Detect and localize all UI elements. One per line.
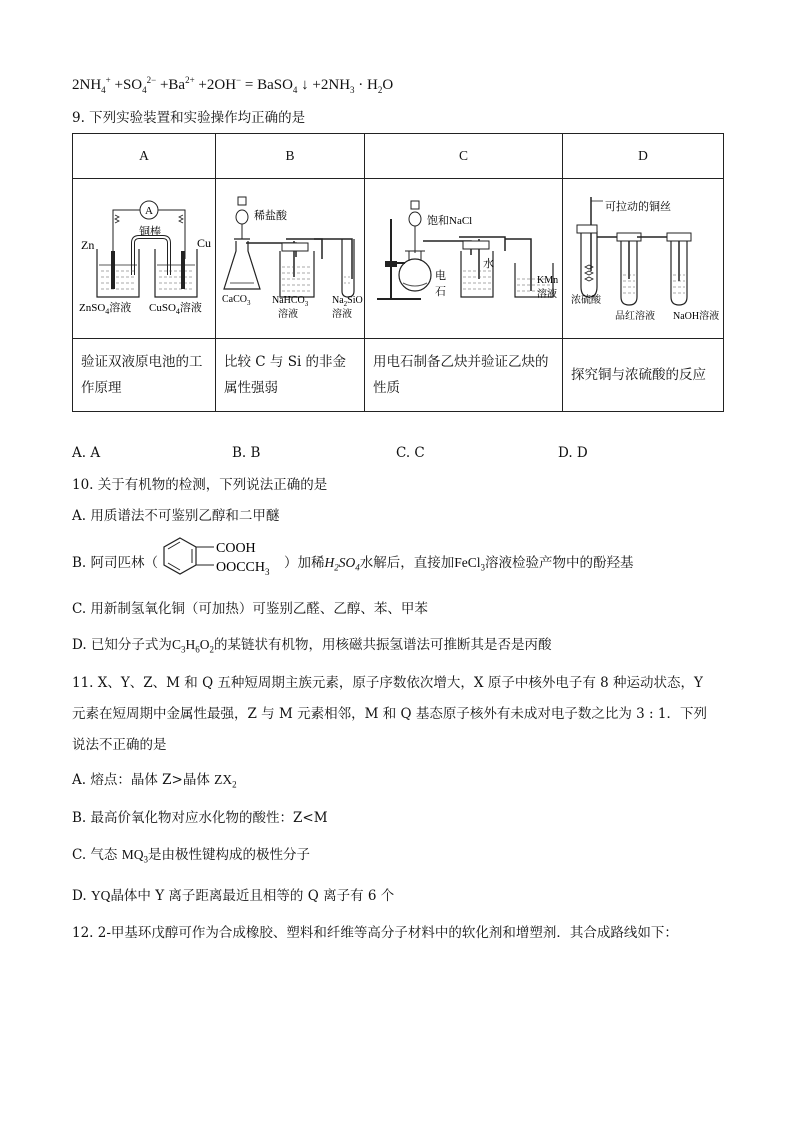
q10-option-c: C. 用新制氢氧化铜（可加热）可鉴别乙醛、乙醇、苯、甲苯 <box>72 601 428 617</box>
q9-option-c: C. C <box>396 445 425 461</box>
svg-text:饱和NaCl: 饱和NaCl <box>427 215 473 227</box>
label-cuso4: CuSO$_4$溶液 <box>149 302 202 316</box>
q11-option-b: B. 最高价氧化物对应水化物的酸性：Z<M <box>72 810 328 826</box>
label-nahco3: NaHCO$_3$ <box>272 295 309 308</box>
svg-text:Zn: Zn <box>81 238 95 252</box>
svg-text:OOCCH3: $OOCCH_3$ <box>216 560 270 577</box>
label-znso4: ZnSO$_4$溶液 <box>79 302 132 316</box>
description-c: 用电石制备乙炔并验证乙炔的性质 <box>365 339 563 412</box>
q9-option-a: A. A <box>72 445 101 461</box>
svg-text:Cu: Cu <box>197 236 212 250</box>
q10-option-b-suffix: ）加稀$H_2SO_4$水解后，直接加FeCl$_3$溶液检验产物中的酚羟基 <box>284 555 634 573</box>
q9-option-b: B. B <box>232 445 261 461</box>
svg-text:溶液: 溶液 <box>278 309 298 320</box>
label-na2sio3: $Na_2SiO$ <box>332 295 363 308</box>
q9-stem: 9. 下列实验装置和实验操作均正确的是 <box>72 110 306 126</box>
q9-option-d: D. D <box>558 445 588 461</box>
label-caco3: CaCO$_3$ <box>222 294 251 307</box>
aspirin-structure <box>158 532 288 588</box>
q10-option-b-prefix: B. 阿司匹林（ <box>72 555 159 571</box>
q11-stem-line3: 说法不正确的是 <box>72 737 167 753</box>
q11-stem-line1: 11. X、Y、Z、M 和 Q 五种短周期主族元素，原子序数依次增大，X 原子中核外电子有 8 种运动状态，Y <box>72 675 703 691</box>
q11-option-d: D. YQ晶体中 Y 离子距离最近且相等的 Q 离子有 6 个 <box>72 888 395 904</box>
svg-text:浓硫酸: 浓硫酸 <box>571 295 601 306</box>
q11-stem-line2: 元素在短周期中金属性最强，Z 与 M 元素相邻，M 和 Q 基态原子核外有未成对电子数之比为 3 : 1．下列 <box>72 706 707 722</box>
q10-stem: 10. 关于有机物的检测，下列说法正确的是 <box>72 477 328 493</box>
description-b: 比较 C 与 Si 的非金属性强弱 <box>216 339 365 412</box>
q9-table <box>72 133 724 412</box>
col-header-a: A <box>73 134 216 179</box>
figure-b-acid-strength <box>216 179 365 339</box>
figure-c-acetylene <box>365 179 563 339</box>
figure-a-galvanic-cell <box>73 179 216 339</box>
svg-text:电: 电 <box>435 270 446 282</box>
description-d: 探究铜与浓硫酸的反应 <box>563 339 724 412</box>
col-header-b: B <box>216 134 365 179</box>
svg-text:稀盐酸: 稀盐酸 <box>254 210 287 222</box>
svg-text:NaOH溶液: NaOH溶液 <box>673 311 720 322</box>
svg-text:水: 水 <box>483 258 494 270</box>
svg-text:KMn: KMn <box>537 275 559 286</box>
svg-text:品红溶液: 品红溶液 <box>615 311 655 322</box>
q11-option-c: C. 气态 $MQ_3$是由极性键构成的极性分子 <box>72 847 310 865</box>
q12-stem: 12. 2-甲基环戊醇可作为合成橡胶、塑料和纤维等高分子材料中的软化剂和增塑剂．其合成路线如下： <box>72 925 678 941</box>
figure-d-copper-sulfuric <box>563 179 724 339</box>
q10-option-a: A. 用质谱法不可鉴别乙醇和二甲醚 <box>72 508 280 524</box>
svg-text:铜棒: 铜棒 <box>139 226 161 238</box>
svg-text:可拉动的铜丝: 可拉动的铜丝 <box>605 201 671 213</box>
svg-text:溶液: 溶液 <box>332 309 352 320</box>
ionic-equation: $2NH_4^+ +SO_4^{2-} +Ba^{2+} +2OH^-$ = BaSO$_4$ ↓ $+2NH_3 \cdot H_2O$ <box>72 75 394 95</box>
svg-text:COOH: COOH <box>216 541 256 556</box>
description-a: 验证双液原电池的工作原理 <box>73 339 216 412</box>
svg-text:溶液: 溶液 <box>537 289 557 300</box>
col-header-d: D <box>563 134 724 179</box>
svg-text:A: A <box>145 205 153 217</box>
svg-text:石: 石 <box>435 286 446 298</box>
col-header-c: C <box>365 134 563 179</box>
q10-option-d: D. 已知分子式为$C_3H_6O_2$的某链状有机物，用核磁共振氢谱法可推断其是否是丙酸 <box>72 637 552 655</box>
q11-option-a: A. 熔点：晶体 Z>晶体 $ZX_2$ <box>72 772 237 790</box>
